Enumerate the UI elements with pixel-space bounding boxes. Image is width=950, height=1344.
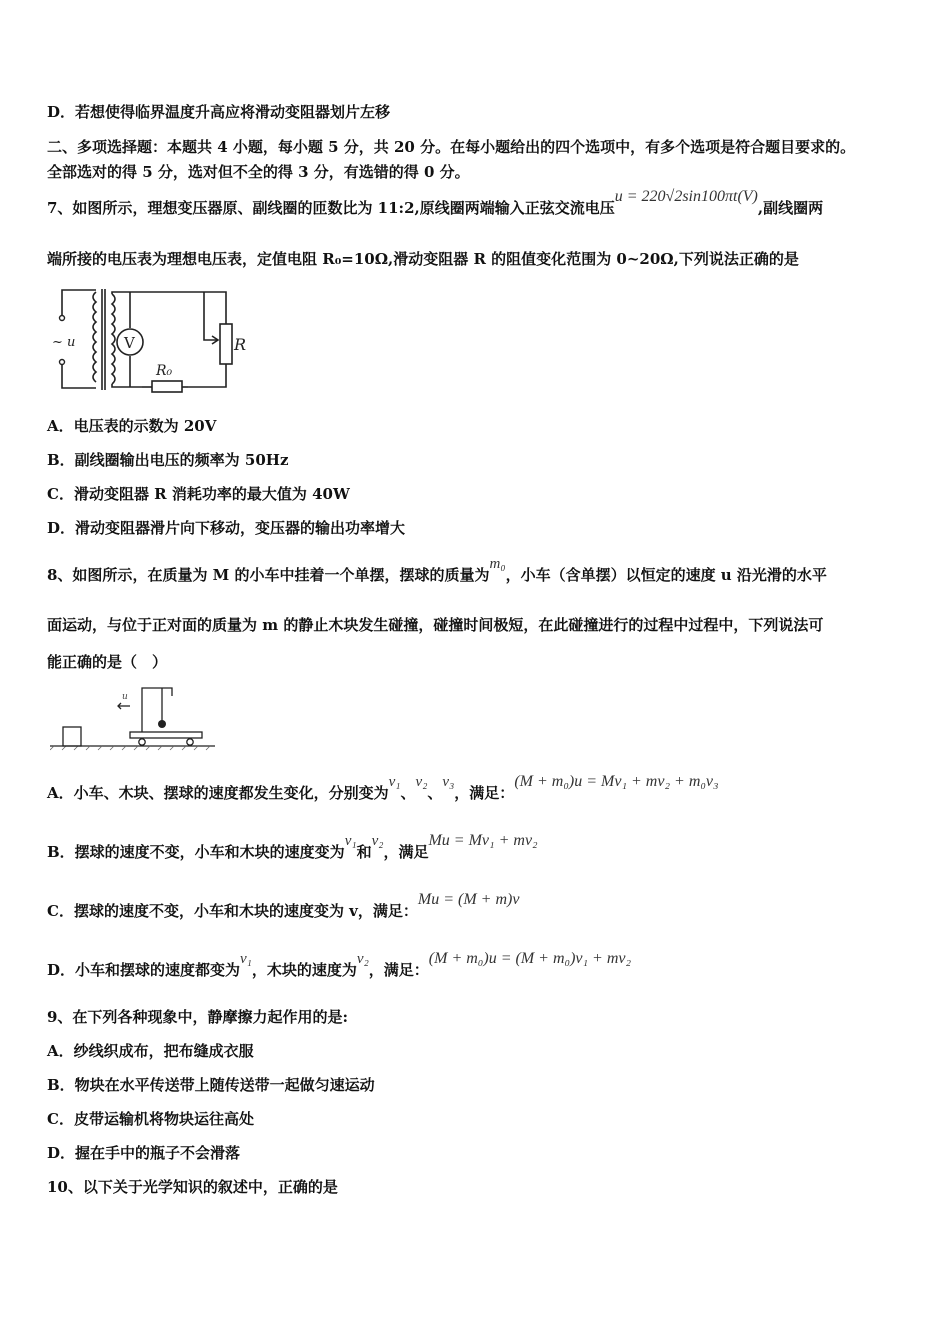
q9-stem: 9、在下列各种现象中，静摩擦力起作用的是: [47, 1008, 348, 1026]
q8-stem-line3: 能正确的是（ ） [47, 653, 168, 671]
q7-option-c: C．滑动变阻器 R 消耗功率的最大值为 40W [47, 485, 350, 503]
q8-b-formula: Mu = Mv₁ + mv₂ [428, 832, 538, 849]
secondary-bottom-wire-right [188, 364, 226, 387]
velocity-label: u [122, 692, 128, 702]
secondary-top-wire [112, 292, 226, 324]
q7-stem-line2: 端所接的电压表为理想电压表，定值电阻 R₀=10Ω,滑动变阻器 R 的阻值变化范围为 0~20Ω,下列说法正确的是 [47, 250, 799, 268]
q9-option-a: A．纱线织成布，把布缝成衣服 [47, 1042, 254, 1060]
q8-c-formula: Mu = (M + m)v [417, 891, 520, 908]
r0-label: R₀ [156, 363, 173, 379]
q7-option-b: B．副线圈输出电压的频率为 50Hz [47, 451, 289, 469]
q8-a-v1: v₁ [388, 774, 401, 790]
rheostat-slider-wire [204, 292, 217, 340]
q8-a-mid: ，满足： [454, 784, 515, 802]
q8-option-d [47, 950, 632, 981]
q6-option-d: D．若想使得临界温度升高应将滑动变阻器划片左移 [47, 103, 391, 121]
transformer-circuit-figure [46, 284, 251, 396]
cart-wheel-left [139, 739, 145, 745]
q8-m0: m₀ [489, 556, 506, 572]
q8-stem-line2: 面运动，与位于正对面的质量为 m 的静止木块发生碰撞，碰撞时间极短，在此碰撞进行的过程中过程中，下列说法可 [47, 616, 824, 634]
section2-rule: 全部选对的得 5 分，选对但不全的得 3 分，有选错的得 0 分。 [47, 163, 470, 181]
q7-option-a: A．电压表的示数为 20V [47, 417, 217, 435]
q9-option-d: D．握在手中的瓶子不会滑落 [47, 1144, 241, 1162]
q8-d-mid: ，木块的速度为 [251, 961, 357, 979]
secondary-bottom-wire-left [112, 384, 142, 387]
section2-title: 二、多项选择题：本题共 4 小题，每小题 5 分，共 20 分。在每小题给出的四个选项中，有多个选项是符合题目要求的。 [47, 138, 856, 156]
q8-c-text: C．摆球的速度不变，小车和木块的速度变为 v，满足： [47, 902, 418, 920]
q8-d-end: ，满足： [368, 961, 429, 979]
q8-a-sep2: 、 [427, 784, 443, 802]
q8-b-v1: v₁ [344, 833, 357, 849]
primary-bottom-wire [62, 362, 96, 388]
q8-option-b [47, 832, 538, 863]
q8-d-formula: (M + m₀)u = (M + m₀)v₁ + mv₂ [428, 950, 632, 967]
q8-d-text: D．小车和摆球的速度都变为 [47, 961, 241, 979]
pendulum-frame [142, 688, 172, 732]
q8-a-v3: v₃ [442, 774, 455, 790]
q9-option-b: B．物块在水平传送带上随传送带一起做匀速运动 [47, 1076, 375, 1094]
q8-option-c [47, 891, 520, 922]
voltmeter-label: V [124, 334, 135, 352]
q7-stem-b: ,副线圈两 [757, 199, 824, 217]
primary-coil [93, 292, 96, 382]
q8-b-text: B．摆球的速度不变，小车和木块的速度变为 [47, 843, 345, 861]
q8-b-and: 和 [356, 843, 372, 861]
wooden-block [63, 727, 81, 746]
q9-option-c: C．皮带运输机将物块运往高处 [47, 1110, 254, 1128]
q8-a-text: A．小车、木块、摆球的速度都发生变化，分别变为 [47, 784, 389, 802]
cart-pendulum-figure [50, 684, 220, 752]
q7-stem-line1 [47, 188, 824, 219]
q7-option-d: D．滑动变阻器滑片向下移动，变压器的输出功率增大 [47, 519, 406, 537]
pendulum-ball [158, 720, 166, 728]
q8-d-v1: v₁ [240, 951, 252, 967]
rheostat-label: R [234, 335, 247, 354]
primary-top-wire [62, 290, 96, 318]
q8-a-formula: (M + m₀)u = Mv₁ + mv₂ + m₀v₃ [514, 773, 719, 790]
q8-b-v2: v₂ [371, 833, 384, 849]
r0-resistor [152, 381, 182, 392]
rheostat-body [220, 324, 232, 364]
q8-a-sep1: 、 [400, 784, 416, 802]
q8-b-mid: ，满足 [383, 843, 429, 861]
q7-formula: u = 220√2sin100πt(V) [614, 188, 758, 205]
q7-stem-a: 7、如图所示，理想变压器原、副线圈的匝数比为 11:2,原线圈两端输入正弦交流电压 [47, 199, 615, 217]
q8-d-v2: v₂ [356, 951, 369, 967]
q8-stem-a: 8、如图所示，在质量为 M 的小车中挂着一个单摆，摆球的质量为 [47, 566, 490, 584]
q8-a-v2: v₂ [415, 774, 428, 790]
q8-stem-b: ，小车（含单摆）以恒定的速度 u 沿光滑的水平 [505, 566, 827, 584]
q8-option-a [47, 773, 719, 804]
q10-stem: 10、以下关于光学知识的叙述中，正确的是 [47, 1178, 338, 1196]
cart-body [130, 732, 202, 738]
cart-wheel-right [187, 739, 193, 745]
source-label: ~ u [52, 335, 76, 350]
secondary-coil [112, 294, 115, 384]
q8-stem-line1 [47, 556, 827, 586]
